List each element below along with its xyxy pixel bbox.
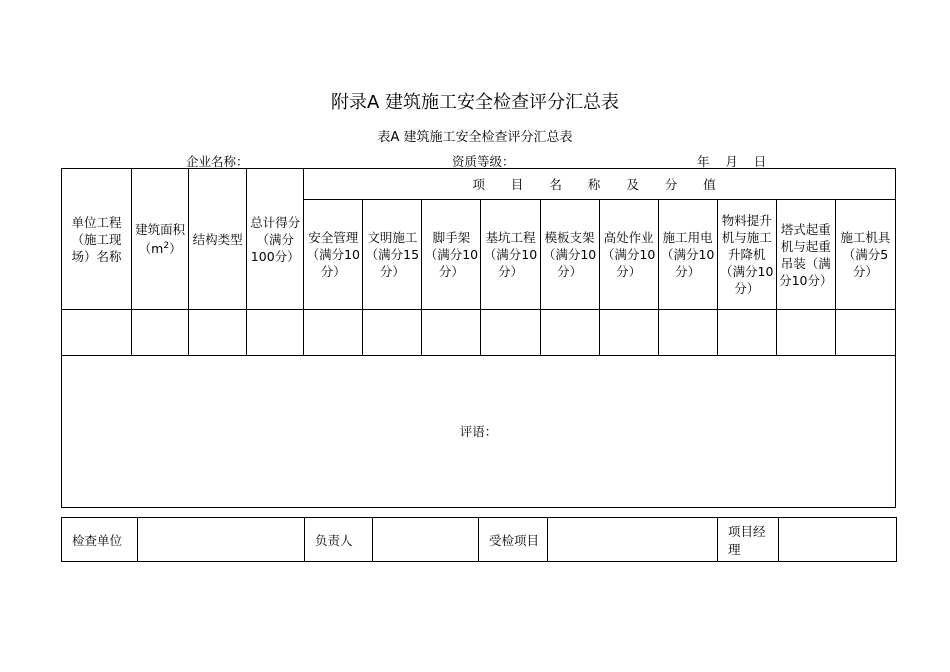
header-row-1: [62, 169, 896, 200]
cell-structure-type[interactable]: [189, 310, 247, 356]
header-total-score: 总计得分（满分100分）: [247, 169, 304, 310]
responsible-person-label: 负责人: [305, 518, 373, 562]
header-building-area: [132, 169, 189, 310]
qualification-grade-label: 资质等级：: [452, 154, 515, 169]
company-name-label: 企业名称：: [186, 154, 249, 169]
header-items: 项 目 名 称 及 分 值: [304, 169, 896, 200]
header-item-tower-crane: 塔式起重机与起重吊装（满分10分）: [776, 200, 835, 310]
comment-row: [62, 356, 896, 508]
inspected-project-label: 受检项目: [479, 518, 548, 562]
inspected-project-field[interactable]: [548, 518, 718, 562]
header-item-hoist: 物料提升机与施工升降机（满分10分）: [717, 200, 776, 310]
table-row: [62, 310, 896, 356]
header-item-work-at-height: 高处作业（满分10分）: [599, 200, 658, 310]
date-label: 年 月 日: [697, 154, 767, 169]
cell-formwork-support[interactable]: [540, 310, 599, 356]
area-close: ）: [169, 241, 182, 257]
score-summary-table: [61, 168, 896, 508]
header-item-construction-power: 施工用电（满分10分）: [658, 200, 717, 310]
table-subtitle: 表A 建筑施工安全检查评分汇总表: [377, 130, 573, 145]
cell-foundation-pit[interactable]: [481, 310, 540, 356]
cell-scaffold[interactable]: [422, 310, 481, 356]
inspect-unit-label: 检查单位: [62, 518, 138, 562]
signature-row: [62, 518, 897, 562]
header-unit-project: 单位工程（施工现场）名称: [62, 169, 132, 310]
cell-construction-power[interactable]: [658, 310, 717, 356]
header-item-formwork-support: 模板支架（满分10分）: [540, 200, 599, 310]
inspect-unit-field[interactable]: [138, 518, 305, 562]
cell-work-at-height[interactable]: [599, 310, 658, 356]
project-manager-field[interactable]: [779, 518, 897, 562]
cell-safety-management[interactable]: [304, 310, 363, 356]
comment-label: 评语：: [459, 424, 498, 439]
page-title: 附录A 建筑施工安全检查评分汇总表: [330, 92, 620, 113]
cell-machinery[interactable]: [835, 310, 895, 356]
area-label: 建筑面积（m: [135, 221, 186, 257]
header-item-safety-management: 安全管理（满分10分）: [304, 200, 363, 310]
area-superscript: 2: [163, 240, 170, 251]
header-item-machinery: 施工机具（满分5分）: [835, 200, 895, 310]
header-item-civilized-construction: 文明施工（满分15分）: [363, 200, 422, 310]
header-structure-type: 结构类型: [189, 169, 247, 310]
cell-tower-crane[interactable]: [776, 310, 835, 356]
cell-civilized-construction[interactable]: [363, 310, 422, 356]
signature-table: [61, 517, 897, 562]
header-item-foundation-pit: 基坑工程（满分10分）: [481, 200, 540, 310]
cell-unit-project[interactable]: [62, 310, 132, 356]
cell-building-area[interactable]: [132, 310, 189, 356]
responsible-person-field[interactable]: [373, 518, 479, 562]
cell-total-score[interactable]: [247, 310, 304, 356]
cell-hoist[interactable]: [717, 310, 776, 356]
project-manager-label: 项目经理: [718, 518, 779, 562]
header-item-scaffold: 脚手架（满分10分）: [422, 200, 481, 310]
comment-cell[interactable]: [62, 356, 896, 508]
